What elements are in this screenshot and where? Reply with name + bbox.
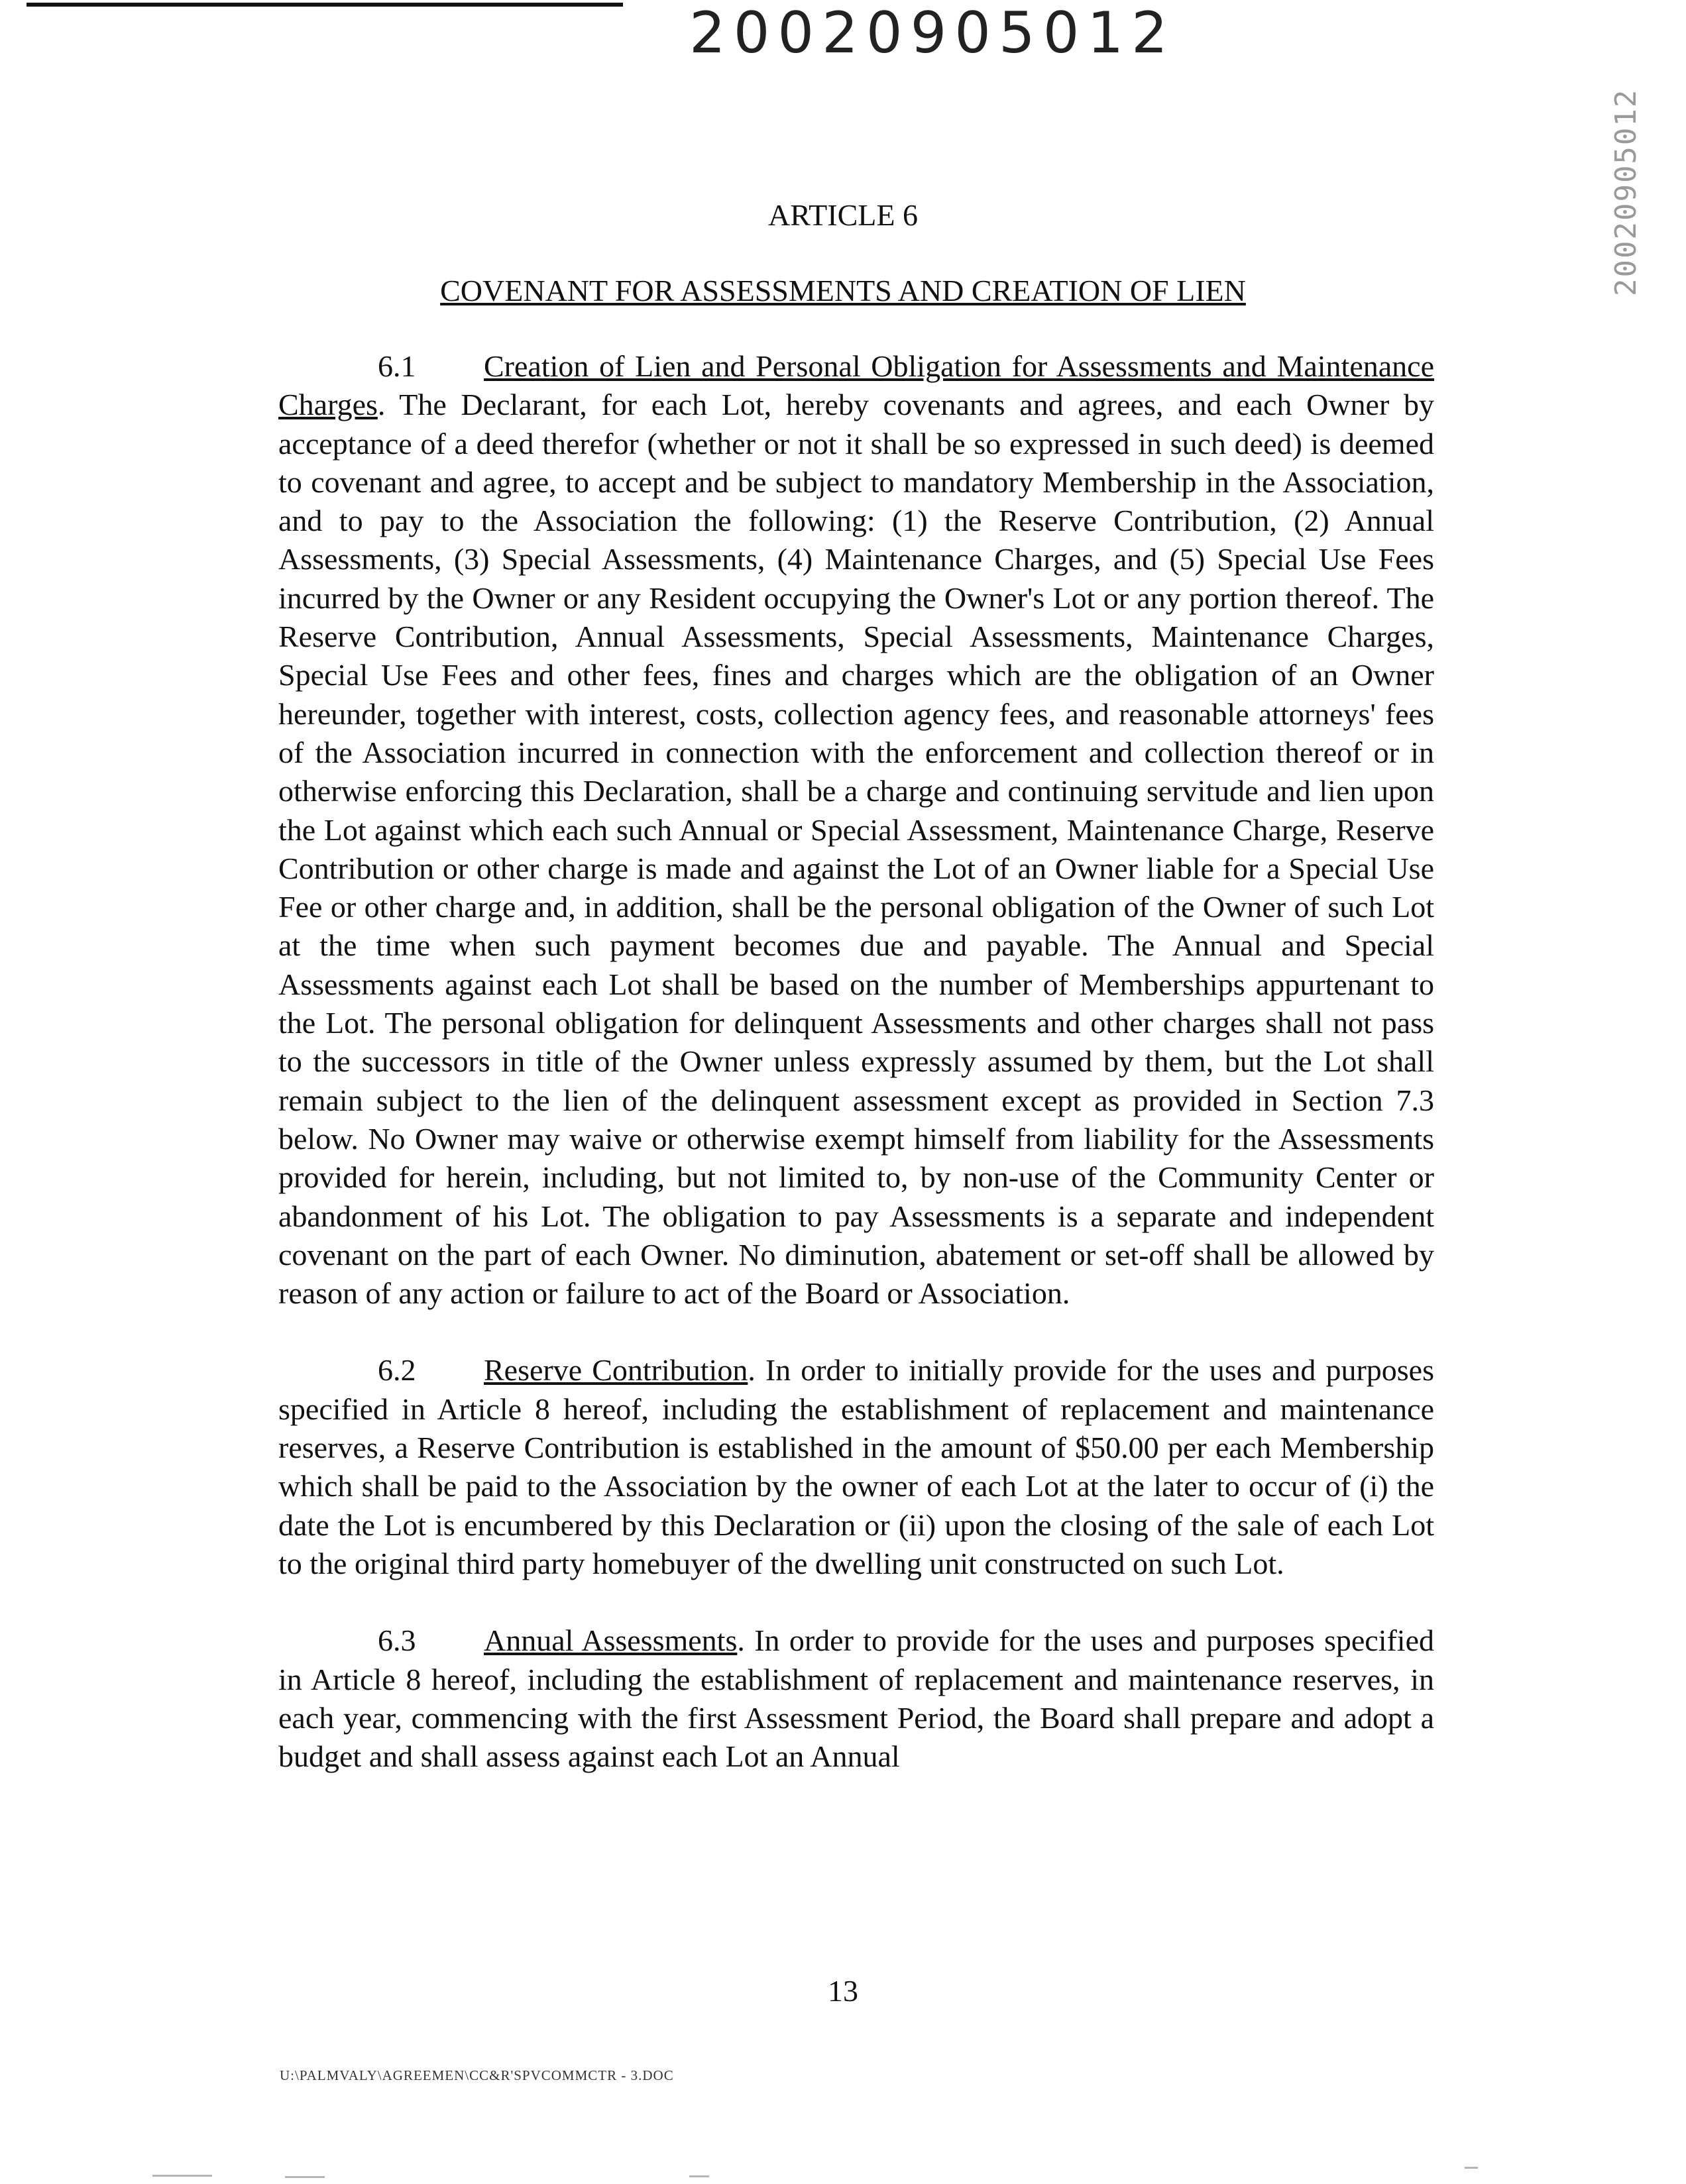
- section-text: . In order to provide for the uses and purposes specified in Article 8 hereof, including the establishment of replacement and maintenance reserves, in each year, commencing with the first Assessment Period, the Board shall prepare and adopt a budget and shall assess against each Lot an Annual: [278, 1623, 1434, 1774]
- article-subtitle: COVENANT FOR ASSESSMENTS AND CREATION OF LIEN: [440, 274, 1246, 307]
- scan-artifact: [689, 2175, 709, 2177]
- section-title: Annual Assessments: [484, 1623, 738, 1658]
- article-title: ARTICLE 6: [768, 198, 918, 232]
- scan-artifact: [1465, 2167, 1478, 2169]
- section-number: 6.2: [378, 1353, 416, 1388]
- side-recording-stamp: 20020905012: [1609, 88, 1643, 296]
- page-number: 13: [828, 1974, 858, 2008]
- section-6-1: [278, 347, 1434, 1313]
- section-number: 6.3: [378, 1623, 416, 1658]
- section-title: Reserve Contribution: [484, 1353, 748, 1388]
- document-body: [278, 347, 1434, 1814]
- section-6-2: [278, 1351, 1434, 1583]
- footer-file-path: U:\PALMVALY\AGREEMEN\CC&R'SPVCOMMCTR - 3.DOC: [280, 2067, 674, 2083]
- document-number: 20020905012: [689, 0, 1176, 66]
- scan-artifact: [152, 2175, 212, 2177]
- section-title: Creation of Lien and Personal Obligation for Assessments and Maintenance Charges: [278, 349, 1434, 422]
- section-number: 6.1: [378, 349, 416, 383]
- section-6-3: [278, 1621, 1434, 1776]
- section-text: . The Declarant, for each Lot, hereby covenants and agrees, and each Owner by acceptance of a deed therefor (whether or not it shall be so expressed in such deed) is deemed to covenant and agree, to accept and be subject to mandatory Membership in the Association, and to pay to the Association the following: (1) the Reserve Contribution, (2) Annual Assessments, (3) Special Assessments, (4) Maintenance Charges, and (5) Special Use Fees incurred by the Owner or any Resident occupying the Owner's Lot or any portion thereof. The Reserve Contribution, Annual Assessments, Special Assessments, Maintenance Charges, Special Use Fees and other fees, fines and charges which are the obligation of an Owner hereunder, together with interest, costs, collection agency fees, and reasonable attorneys' fees of the Association incurred in connection with the enforcement and collection thereof or in otherwise enforcing this Declaration, shall be a charge and continuing servitude and lien upon the Lot against which each such Annual or Special Assessment, Maintenance Charge, Reserve Contribution or other charge is made and against the Lot of an Owner liable for a Special Use Fee or other charge and, in addition, shall be the personal obligation of the Owner of such Lot at the time when such payment becomes due and payable. The Annual and Special Assessments against each Lot shall be based on the number of Memberships appurtenant to the Lot. The personal obligation for delinquent Assessments and other charges shall not pass to the successors in title of the Owner unless expressly assumed by them, but the Lot shall remain subject to the lien of the delinquent assessment except as provided in Section 7.3 below. No Owner may waive or otherwise exempt himself from liability for the Assessments provided for herein, including, but not limited to, by non-use of the Community Center or abandonment of his Lot. The obligation to pay Assessments is a separate and independent covenant on the part of each Owner. No diminution, abatement or set-off shall be allowed by reason of any action or failure to act of the Board or Association.: [278, 388, 1434, 1311]
- scan-artifact: [285, 2176, 325, 2178]
- top-scan-rule: [27, 3, 623, 7]
- section-text: . In order to initially provide for the uses and purposes specified in Article 8 hereof, including the establishment of replacement and maintenance reserves, a Reserve Contribution is established in the amount of $50.00 per each Membership which shall be paid to the Association by the owner of each Lot at the later to occur of (i) the date the Lot is encumbered by this Declaration or (ii) upon the closing of the sale of each Lot to the original third party homebuyer of the dwelling unit constructed on such Lot.: [278, 1353, 1435, 1580]
